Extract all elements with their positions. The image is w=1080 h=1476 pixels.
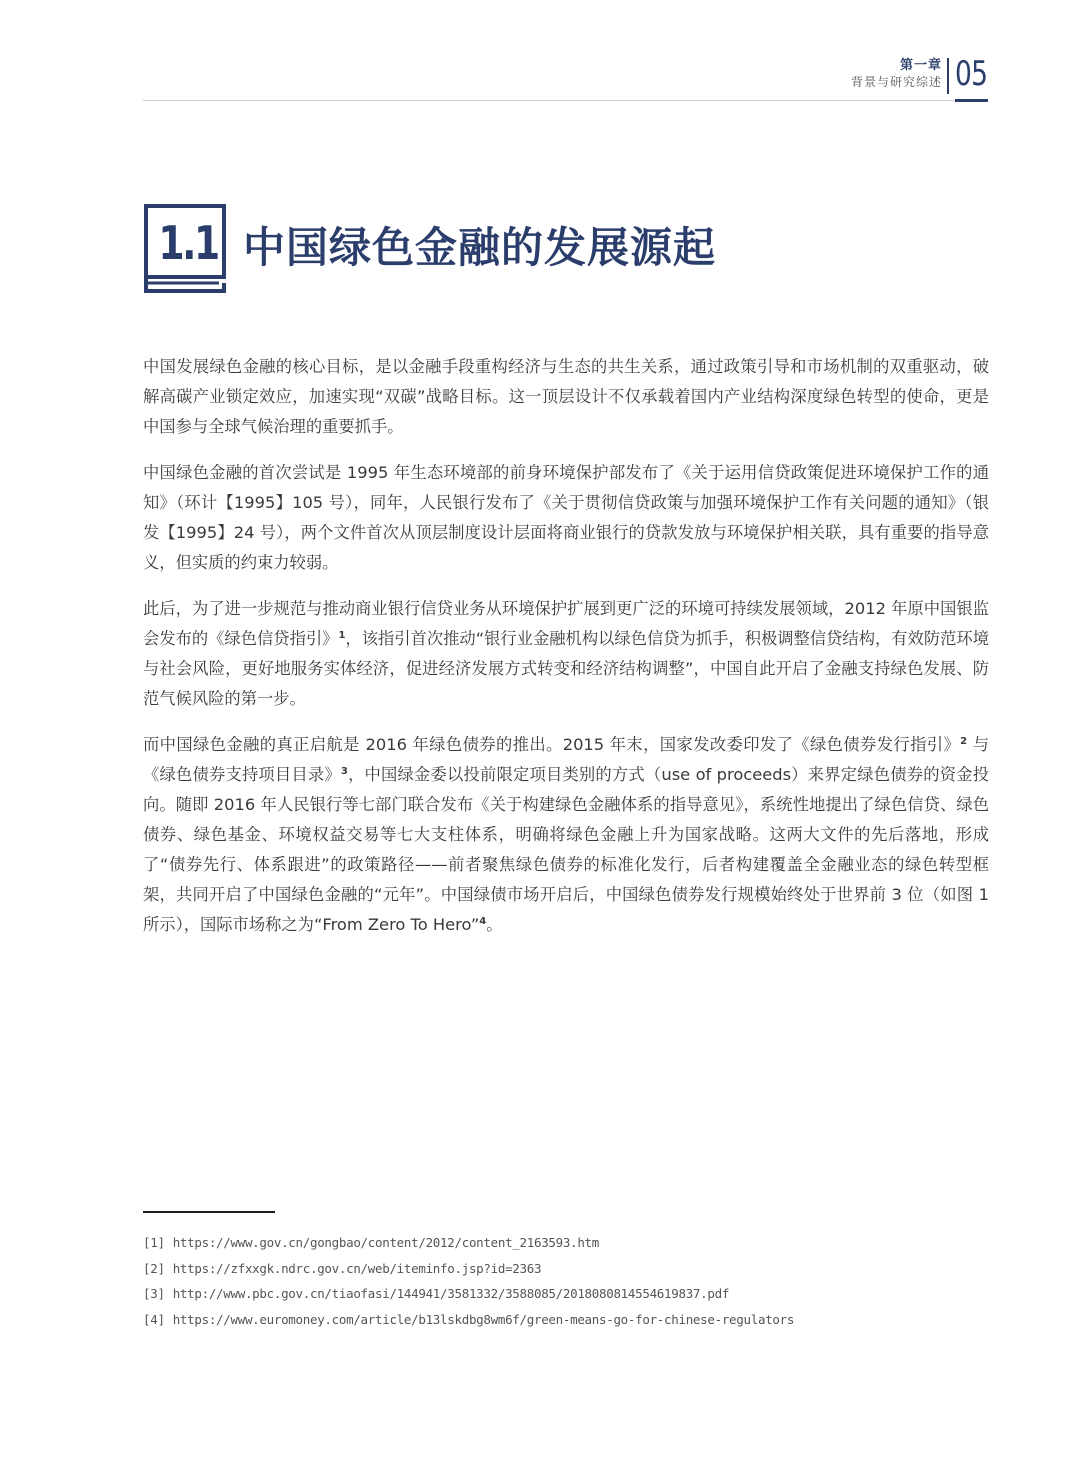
paragraph-text: 。 (486, 915, 503, 934)
footnote-link[interactable]: https://www.gov.cn/gongbao/content/2012/content_2163593.htm (172, 1235, 600, 1250)
paragraph-text: ，中国绿金委以投前限定项目类别的方式（use of proceeds）来界定绿色债券的资金投向。随即 2016 年人民银行等七部门联合发布《关于构建绿色金融体系的指导意见》，系统性地提出了绿色信贷、绿色债券、绿色基金、环境权益交易等七大支柱体系，明确将绿色金融上升为国家战略。这两大文件的先后落地，形成了“债券先行、体系跟进”的政策路径——前者聚焦绿色债券的标准化发行，后者构建覆盖全金融业态的绿色转型框架，共同开启了中国绿色金融的“元年”。中国绿债市场开启后，中国绿色债券发行规模始终处于世界前 3 位（如图 1 所示），国际市场称之为“From Zero To Hero” (143, 765, 989, 934)
section-number: 1.1 (158, 216, 218, 270)
paragraph (143, 594, 989, 714)
paragraph-text: 与《绿色债券支持项目目录》 (143, 735, 989, 784)
paragraph: 中国发展绿色金融的核心目标，是以金融手段重构经济与生态的共生关系，通过政策引导和市场机制的双重驱动，破解高碳产业锁定效应，加速实现“双碳”战略目标。这一顶层设计不仅承载着国内产业结构深度绿色转型的使命，更是中国参与全球气候治理的重要抓手。 (143, 357, 989, 436)
header-divider (947, 58, 949, 94)
footnote-marker: [1] (143, 1235, 165, 1250)
section-number-badge (143, 203, 227, 295)
body-text (143, 352, 989, 956)
paragraph-text: ，该指引首次推动“银行业金融机构以绿色信贷为抓手，积极调整信贷结构，有效防范环境与社会风险，更好地服务实体经济，促进经济发展方式转变和经济结构调整”，中国自此开启了金融支持绿色发展、防范气候风险的第一步。 (143, 629, 989, 708)
footnote-item (143, 1256, 989, 1282)
page-number: 05 (955, 54, 988, 94)
footnote-reference[interactable]: 2 (960, 736, 968, 747)
paragraph-text: 此后，为了进一步规范与推动商业银行信贷业务从环境保护扩展到更广泛的环境可持续发展领域，2012 年原中国银监会发布的《绿色信贷指引》 (143, 599, 989, 648)
footnote-marker: [3] (143, 1286, 165, 1301)
footnote-item (143, 1281, 989, 1307)
section-title: 中国绿色金融的发展源起 (243, 223, 717, 272)
chapter-title: 背景与研究综述 (850, 75, 942, 89)
chapter-number: 第一章 (899, 58, 942, 73)
page-header (0, 0, 1080, 110)
footnote-reference[interactable]: 4 (479, 916, 487, 927)
header-rule (143, 100, 988, 101)
footnote-link[interactable]: https://www.euromoney.com/article/b13lskdbg8wm6f/green-means-go-for-chinese-regulators (172, 1311, 795, 1327)
paragraph-text: 而中国绿色金融的真正启航是 2016 年绿色债券的推出。2015 年末，国家发改委印发了《绿色债券发行指引》 (143, 735, 961, 754)
paragraph: 中国绿色金融的首次尝试是 1995 年生态环境部的前身环境保护部发布了《关于运用信贷政策促进环境保护工作的通知》（环计【1995】105 号），同年，人民银行发布了《关于贯彻信贷政策与加强环境保护工作有关问题的通知》（银发【1995】24 号），两个文件首次从顶层制度设计层面将商业银行的贷款发放与环境保护相关联，具有重要的指导意义，但实质的约束力较弱。 (143, 463, 989, 572)
footnote-reference[interactable]: 3 (340, 766, 348, 777)
footnote-link[interactable]: https://zfxxgk.ndrc.gov.cn/web/iteminfo.jsp?id=2363 (172, 1260, 542, 1276)
footnote-reference[interactable]: 1 (338, 630, 346, 641)
footnote-item (143, 1230, 989, 1256)
footnote-marker: [2] (143, 1260, 165, 1276)
footnote-item (143, 1307, 989, 1333)
footnotes (143, 1230, 989, 1332)
footnote-divider (143, 1211, 275, 1213)
paragraph (143, 730, 989, 940)
header-chapter-info (851, 58, 942, 90)
footnote-link[interactable]: http://www.pbc.gov.cn/tiaofasi/144941/3581332/3588085/2018080814554619837.pdf (172, 1286, 730, 1301)
footnote-marker: [4] (143, 1311, 165, 1327)
header-rule-accent (955, 99, 988, 102)
